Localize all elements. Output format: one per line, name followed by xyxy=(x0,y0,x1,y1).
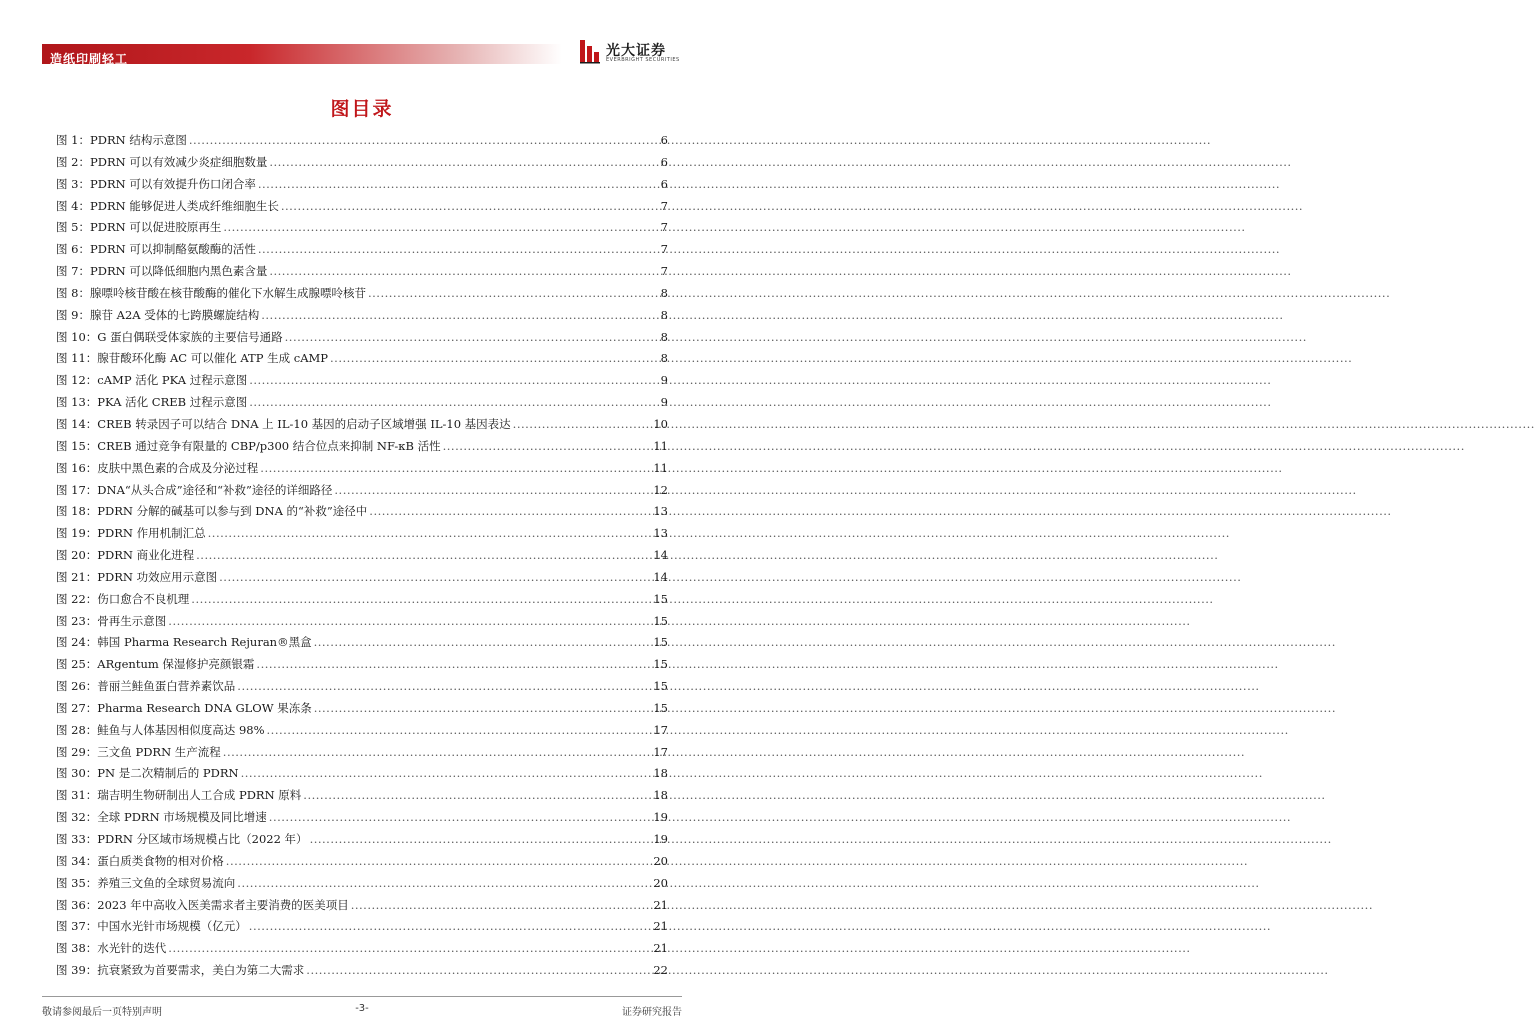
figure-label: 图 3： xyxy=(56,176,90,191)
toc-entry[interactable] xyxy=(56,458,668,480)
toc-entry[interactable] xyxy=(56,632,668,654)
figure-page-number: 15 xyxy=(653,679,668,694)
toc-entry[interactable] xyxy=(56,611,668,633)
figure-page-number: 12 xyxy=(653,482,668,497)
dot-leader xyxy=(223,742,652,764)
figure-page-number: 19 xyxy=(653,832,668,846)
dot-leader xyxy=(260,458,651,480)
toc-entry[interactable] xyxy=(56,436,668,458)
dot-leader xyxy=(513,414,652,436)
brand-name-cn: 光大证券 xyxy=(606,43,666,59)
dot-leader xyxy=(369,501,651,523)
dot-leader xyxy=(168,938,651,960)
toc-entry[interactable] xyxy=(56,545,668,567)
toc-entry[interactable] xyxy=(56,414,668,436)
figure-title: PDRN 分解的碱基可以参与到 DNA 的“补救”途径中 xyxy=(97,504,368,519)
figure-label: 图 27： xyxy=(56,700,98,715)
figure-title: PDRN 可以抑制酪氨酸酶的活性 xyxy=(89,242,256,257)
dot-leader xyxy=(334,480,651,502)
toc-entry[interactable] xyxy=(56,916,668,938)
figure-title: 腺苷酸环化酶 AC 可以催化 ATP 生成 cAMP xyxy=(97,351,329,366)
dot-leader xyxy=(267,720,652,742)
dot-leader xyxy=(258,239,654,261)
figure-label: 图 29： xyxy=(56,744,98,759)
toc-entry[interactable] xyxy=(56,807,668,829)
figure-page-number: 7 xyxy=(660,220,668,235)
figure-label: 图 25： xyxy=(56,657,98,672)
dot-leader xyxy=(249,916,652,938)
figure-label: 图 6： xyxy=(56,242,90,257)
figure-title: PDRN 能够促进人类成纤维细胞生长 xyxy=(89,198,279,213)
figure-label: 图 30： xyxy=(56,766,98,781)
figure-title: PDRN 分区域市场规模占比（2022 年） xyxy=(97,832,308,846)
toc-entry[interactable] xyxy=(56,523,668,545)
section-name: 造纸印刷轻工 xyxy=(50,52,129,66)
figure-page-number: 9 xyxy=(660,373,668,388)
figure-label: 图 20： xyxy=(56,548,98,563)
toc-entry[interactable] xyxy=(56,851,668,873)
figure-title: PKA 活化 CREB 过程示意图 xyxy=(97,395,248,410)
dot-leader xyxy=(351,895,652,917)
figure-label: 图 10： xyxy=(56,329,98,344)
dot-leader xyxy=(368,283,654,305)
figure-label: 图 14： xyxy=(56,416,98,431)
figure-label: 图 16： xyxy=(56,460,98,475)
dot-leader xyxy=(269,152,654,174)
figure-page-number: 7 xyxy=(660,198,668,213)
dot-leader xyxy=(310,829,652,851)
toc-entry[interactable] xyxy=(56,348,668,370)
toc-entry[interactable] xyxy=(56,873,668,895)
figure-title: ARgentum 保湿修护亮颜银霜 xyxy=(97,657,255,672)
figure-title: 蛋白质类食物的相对价格 xyxy=(97,853,224,868)
figure-page-number: 20 xyxy=(653,875,668,890)
dot-leader xyxy=(269,261,654,283)
figure-label: 图 31： xyxy=(56,788,98,803)
figure-title: 养殖三文鱼的全球贸易流向 xyxy=(97,875,236,890)
dot-leader xyxy=(261,305,654,327)
dot-leader xyxy=(314,632,652,654)
figure-title: CREB 转录因子可以结合 DNA 上 IL-10 基因的启动子区域增强 IL-10 基因表达 xyxy=(97,416,511,431)
figure-title: PDRN 结构示意图 xyxy=(89,133,187,147)
figure-label: 图 1： xyxy=(56,133,90,147)
dot-leader xyxy=(249,392,654,414)
toc-entry[interactable] xyxy=(56,720,668,742)
figure-page-number: 18 xyxy=(653,766,668,781)
figure-label: 图 39： xyxy=(56,963,98,978)
dot-leader xyxy=(303,785,651,807)
figure-page-number: 6 xyxy=(660,133,668,147)
toc-entry[interactable] xyxy=(56,763,668,785)
toc-entry[interactable] xyxy=(56,392,668,414)
figure-label: 图 24： xyxy=(56,635,98,650)
figure-title: cAMP 活化 PKA 过程示意图 xyxy=(97,373,248,388)
figure-label: 图 4： xyxy=(56,198,90,213)
figure-label: 图 21： xyxy=(56,569,98,584)
dot-leader xyxy=(226,851,652,873)
dot-leader xyxy=(208,523,652,545)
figure-page-number: 9 xyxy=(660,395,668,410)
toc-entry[interactable] xyxy=(56,196,668,218)
figure-title: Pharma Research DNA GLOW 果冻条 xyxy=(97,700,312,715)
dot-leader xyxy=(330,348,654,370)
footer-divider xyxy=(42,996,682,997)
figure-page-number: 15 xyxy=(653,613,668,628)
figure-page-number: 15 xyxy=(653,700,668,715)
figure-label: 图 32： xyxy=(56,810,98,825)
figure-page-number: 21 xyxy=(653,897,668,912)
figure-title: 骨再生示意图 xyxy=(97,613,167,628)
dot-leader xyxy=(443,436,652,458)
figure-label: 图 2： xyxy=(56,154,90,169)
figure-label: 图 36： xyxy=(56,897,98,912)
dot-leader xyxy=(237,873,651,895)
figure-title: PDRN 可以促进胶原再生 xyxy=(89,220,222,235)
figure-label: 图 26： xyxy=(56,679,98,694)
figure-page-number: 8 xyxy=(660,351,668,366)
toc-entry[interactable] xyxy=(56,501,668,523)
toc-entry[interactable] xyxy=(56,480,668,502)
figure-page-number: 8 xyxy=(660,307,668,322)
dot-leader xyxy=(306,960,651,982)
figure-label: 图 12： xyxy=(56,373,98,388)
toc-entry[interactable] xyxy=(56,785,668,807)
figure-page-number: 6 xyxy=(660,176,668,191)
figure-page-number: 11 xyxy=(653,460,668,475)
figure-title: PDRN 可以有效减少炎症细胞数量 xyxy=(89,154,268,169)
figure-title: 中国水光针市场规模（亿元） xyxy=(97,919,247,934)
toc-entry[interactable] xyxy=(56,938,668,960)
dot-leader xyxy=(191,589,651,611)
figure-page-number: 21 xyxy=(653,941,668,956)
figure-title: PN 是二次精制后的 PDRN xyxy=(97,766,239,781)
figure-page-number: 14 xyxy=(653,569,668,584)
figure-page-number: 22 xyxy=(653,963,668,978)
figure-page-number: 13 xyxy=(653,526,668,541)
figure-title: PDRN 功效应用示意图 xyxy=(97,569,218,584)
figure-label: 图 23： xyxy=(56,613,98,628)
dot-leader xyxy=(269,807,652,829)
figure-page-number: 15 xyxy=(653,635,668,650)
figure-label: 图 35： xyxy=(56,875,98,890)
figure-title: 鲑鱼与人体基因相似度高达 98% xyxy=(97,722,265,737)
figure-list xyxy=(56,130,668,982)
toc-entry[interactable] xyxy=(56,960,668,982)
dot-leader xyxy=(258,174,654,196)
figure-title: 腺嘌呤核苷酸在核苷酸酶的催化下水解生成腺嘌呤核苷 xyxy=(89,285,366,300)
page-number: -3- xyxy=(355,1003,369,1014)
figure-label: 图 22： xyxy=(56,591,98,606)
figure-page-number: 15 xyxy=(653,591,668,606)
figure-title: 水光针的迭代 xyxy=(97,941,167,956)
toc-entry[interactable] xyxy=(56,829,668,851)
figure-label: 图 38： xyxy=(56,941,98,956)
toc-entry[interactable] xyxy=(56,654,668,676)
figure-title: DNA“从头合成”途径和“补救”途径的详细路径 xyxy=(97,482,333,497)
brand-name-en: EVERBRIGHT SECURITIES xyxy=(606,57,680,63)
figure-title: 皮肤中黑色素的合成及分泌过程 xyxy=(97,460,259,475)
figure-label: 图 15： xyxy=(56,438,98,453)
figure-title: 普丽兰鲑鱼蛋白营养素饮品 xyxy=(97,679,236,694)
figure-label: 图 28： xyxy=(56,722,98,737)
figure-page-number: 17 xyxy=(653,722,668,737)
figure-title: 2023 年中高收入医美需求者主要消费的医美项目 xyxy=(97,897,349,912)
figure-page-number: 15 xyxy=(653,657,668,672)
figure-label: 图 8： xyxy=(56,285,90,300)
toc-entry[interactable] xyxy=(56,698,668,720)
footer-disclaimer: 敬请参阅最后一页特别声明 xyxy=(42,1007,162,1018)
figure-title: 韩国 Pharma Research Rejuran®黑盒 xyxy=(97,635,312,650)
figure-page-number: 8 xyxy=(660,285,668,300)
figure-label: 图 37： xyxy=(56,919,98,934)
toc-entry[interactable] xyxy=(56,239,668,261)
figure-page-number: 13 xyxy=(653,504,668,519)
figure-label: 图 18： xyxy=(56,504,98,519)
figure-title: 伤口愈合不良机理 xyxy=(97,591,190,606)
dot-leader xyxy=(223,217,654,239)
figure-page-number: 6 xyxy=(660,154,668,169)
toc-entry[interactable] xyxy=(56,152,668,174)
figure-page-number: 8 xyxy=(660,329,668,344)
toc-entry[interactable] xyxy=(56,370,668,392)
figure-title: 腺苷 A2A 受体的七跨膜螺旋结构 xyxy=(89,307,260,322)
figure-label: 图 13： xyxy=(56,395,98,410)
toc-entry[interactable] xyxy=(56,283,668,305)
figure-title: 瑞吉明生物研制出人工合成 PDRN 原料 xyxy=(97,788,302,803)
figure-page-number: 7 xyxy=(660,264,668,279)
dot-leader xyxy=(196,545,651,567)
figure-label: 图 5： xyxy=(56,220,90,235)
figure-page-number: 20 xyxy=(653,853,668,868)
toc-entry[interactable] xyxy=(56,589,668,611)
figure-page-number: 19 xyxy=(653,810,668,825)
figure-title: G 蛋白偶联受体家族的主要信号通路 xyxy=(97,329,283,344)
dot-leader xyxy=(281,196,654,218)
figure-page-number: 11 xyxy=(653,438,668,453)
dot-leader xyxy=(219,567,651,589)
figure-title: PDRN 可以有效提升伤口闭合率 xyxy=(89,176,256,191)
toc-entry[interactable] xyxy=(56,327,668,349)
figure-title: 全球 PDRN 市场规模及同比增速 xyxy=(97,810,267,825)
figure-label: 图 19： xyxy=(56,526,98,541)
figure-page-number: 18 xyxy=(653,788,668,803)
toc-entry[interactable] xyxy=(56,174,668,196)
brand-logo-icon xyxy=(578,38,602,64)
figure-label: 图 17： xyxy=(56,482,98,497)
dot-leader xyxy=(168,611,651,633)
dot-leader xyxy=(241,763,652,785)
toc-entry[interactable] xyxy=(56,217,668,239)
figure-label: 图 11： xyxy=(56,351,98,366)
toc-entry[interactable] xyxy=(56,261,668,283)
figure-title: PDRN 作用机制汇总 xyxy=(97,526,206,541)
toc-entry[interactable] xyxy=(56,742,668,764)
figure-label: 图 34： xyxy=(56,853,98,868)
dot-leader xyxy=(237,676,651,698)
figure-title: PDRN 商业化进程 xyxy=(97,548,195,563)
footer-report-type: 证券研究报告 xyxy=(622,1007,682,1018)
figure-page-number: 7 xyxy=(660,242,668,257)
figure-title: 三文鱼 PDRN 生产流程 xyxy=(97,744,221,759)
page-title: 图目录 xyxy=(330,98,394,120)
dot-leader xyxy=(189,130,654,152)
toc-entry[interactable] xyxy=(56,895,668,917)
toc-entry[interactable] xyxy=(56,130,668,152)
dot-leader xyxy=(256,654,651,676)
page-header xyxy=(42,40,682,66)
dot-leader xyxy=(285,327,654,349)
figure-page-number: 21 xyxy=(653,919,668,934)
figure-page-number: 14 xyxy=(653,548,668,563)
toc-entry[interactable] xyxy=(56,567,668,589)
figure-title: 抗衰紧致为首要需求，美白为第二大需求 xyxy=(97,963,305,978)
header-band xyxy=(42,44,562,64)
figure-title: PDRN 可以降低细胞内黑色素含量 xyxy=(89,264,268,279)
dot-leader xyxy=(249,370,654,392)
figure-title: CREB 通过竞争有限量的 CBP/p300 结合位点来抑制 NF-κB 活性 xyxy=(97,438,441,453)
toc-entry[interactable] xyxy=(56,305,668,327)
figure-label: 图 33： xyxy=(56,832,98,846)
brand-logo xyxy=(578,38,708,68)
figure-page-number: 10 xyxy=(653,416,668,431)
figure-page-number: 17 xyxy=(653,744,668,759)
figure-label: 图 9： xyxy=(56,307,90,322)
figure-label: 图 7： xyxy=(56,264,90,279)
dot-leader xyxy=(314,698,652,720)
toc-entry[interactable] xyxy=(56,676,668,698)
